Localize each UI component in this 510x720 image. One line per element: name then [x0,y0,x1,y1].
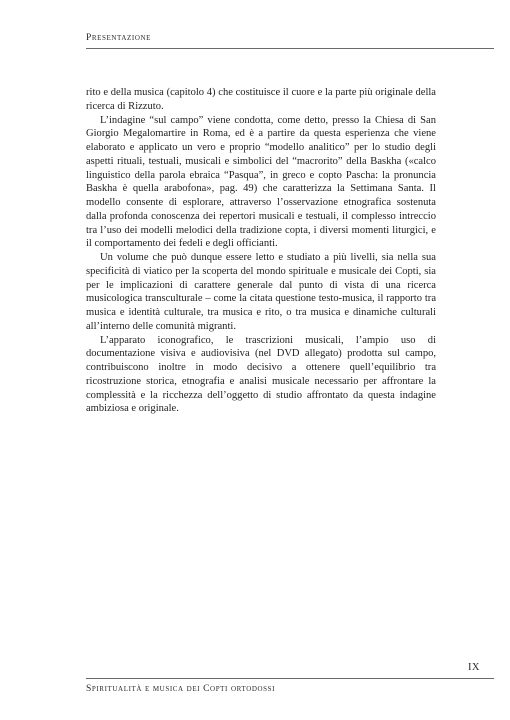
paragraph-2: L’indagine “sul campo” viene condotta, come detto, presso la Chiesa di San Giorgio Megalomartire in Roma, ed è a partire da questa esperienza che viene elaborato e applicato un vero e proprio “modello analitico” per lo studio degli aspetti rituali, testuali, musicali e simbolici del “macrorito” della Baskha («calco linguistico della parola ebraica “Pasqua”, in greco e copto Pascha: la pronuncia Baskha è quella arabofona», pag. 49) che caratterizza la Settimana Santa. Il modello consente di esplorare, attraverso l’osservazione etnografica sostenuta dalla profonda conoscenza dei repertori musicali e testuali, il complesso intreccio tra l’uso dei modelli melodici della tradizione copta, i diversi momenti liturgici, e il comportamento dei fedeli e degli officianti. [86,114,436,250]
running-foot: Spiritualità e musica dei Copti ortodossi [86,684,276,694]
paragraph-3: Un volume che può dunque essere letto e studiato a più livelli, sia nella sua specificità di viatico per la scoperta del mondo spirituale e musicale dei Copti, sia per le implicazioni di carattere generale dal punto di vista di una ricerca musicologica transculturale – come la citata questione testo-musica, il rapporto tra musica e identità culturale, tra musica e rito, o tra musica e dinamiche culturali all’interno delle comunità migranti. [86,252,436,332]
running-head: Presentazione [86,33,152,43]
paragraph-1: rito e della musica (capitolo 4) che costituisce il cuore e la parte più originale della ricerca di Rizzuto. [86,87,436,112]
footer-rule [86,678,494,679]
paragraph-4: L’apparato iconografico, le trascrizioni musicali, l’ampio uso di documentazione visiva e audiovisiva (nel DVD allegato) prodotta sul campo, contribuiscono inoltre in modo decisivo a ottenere quell’equilibrio tra ricostruzione storica, etnografia e analisi musicale necessario per affrontare la complessità e la ricchezza dell’oggetto di studio affrontato da questa indagine ambiziosa e originale. [86,334,436,415]
body-text [86,86,436,416]
page-number: IX [468,662,480,673]
header-rule [86,48,494,49]
